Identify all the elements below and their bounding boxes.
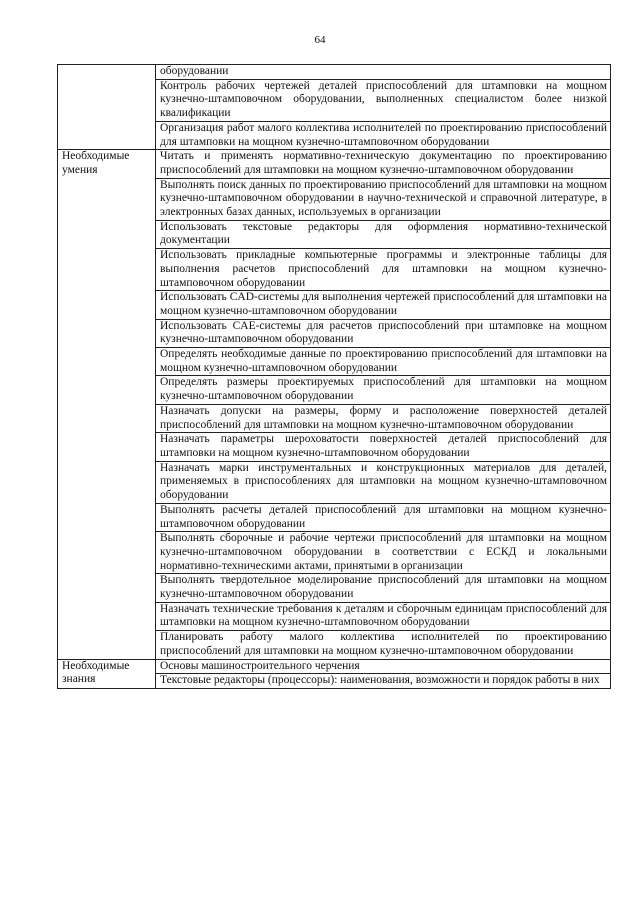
- table-cell: Читать и применять нормативно-техническую документацию по проектированию приспособлений для штамповки на мощном кузнечно-штамповочном оборудовании: [156, 150, 611, 178]
- section-label: [58, 65, 156, 150]
- table-cell: Выполнять расчеты деталей приспособлений для штамповки на мощном кузнечно-штамповочном оборудовании: [156, 503, 611, 531]
- table-cell: Использовать текстовые редакторы для оформления нормативно-технической документации: [156, 220, 611, 248]
- table-cell: Назначать технические требования к деталям и сборочным единицам приспособлений для штамповки на мощном кузнечно-штамповочном оборудовании: [156, 602, 611, 630]
- table-cell: Определять размеры проектируемых приспособлений для штамповки на мощном кузнечно-штамповочном оборудовании: [156, 376, 611, 404]
- table-cell: Назначать параметры шероховатости поверхностей деталей приспособлений для штамповки на мощном кузнечно-штамповочном оборудовании: [156, 433, 611, 461]
- competency-table: [57, 64, 611, 689]
- table-cell: Выполнять сборочные и рабочие чертежи приспособлений для штамповки на мощном кузнечно-штамповочном оборудовании в соответствии с ЕСКД и локальными нормативно-техническими актами, принятыми в организации: [156, 532, 611, 574]
- table-cell: Текстовые редакторы (процессоры): наименования, возможности и порядок работы в них: [156, 674, 611, 689]
- table-cell: Использовать прикладные компьютерные программы и электронные таблицы для выполнения расчетов приспособлений для штамповки на мощном кузнечно-штамповочном оборудовании: [156, 249, 611, 291]
- table-cell: Контроль рабочих чертежей деталей приспособлений для штамповки на мощном кузнечно-штамповочном оборудовании, выполненных специалистом более низкой квалификации: [156, 79, 611, 121]
- section-label: Необходимые знания: [58, 659, 156, 688]
- page-number: 64: [314, 34, 326, 46]
- table-cell: Использовать CAD-системы для выполнения чертежей приспособлений для штамповки на мощном кузнечно-штамповочном оборудовании: [156, 291, 611, 319]
- table-cell: Определять необходимые данные по проектированию приспособлений для штамповки на мощном кузнечно-штамповочном оборудовании: [156, 348, 611, 376]
- table-cell: Выполнять поиск данных по проектированию приспособлений для штамповки на мощном кузнечно-штамповочном оборудовании в научно-технической и справочной литературе, в электронных базах данных, используемых в организации: [156, 178, 611, 220]
- section-label: Необходимые умения: [58, 150, 156, 659]
- table-cell: Назначать допуски на размеры, форму и расположение поверхностей деталей приспособлений для штамповки на мощном кузнечно-штамповочном оборудовании: [156, 404, 611, 432]
- table-cell: Назначать марки инструментальных и конструкционных материалов для деталей, применяемых в приспособлениях для штамповки на мощном кузнечно-штамповочном оборудовании: [156, 461, 611, 503]
- table-row: [58, 659, 611, 674]
- table-cell: Использовать CAE-системы для расчетов приспособлений при штамповке на мощном кузнечно-штамповочном оборудовании: [156, 319, 611, 347]
- table-cell: Планировать работу малого коллектива исполнителей по проектированию приспособлений для штамповки на мощном кузнечно-штамповочном оборудовании: [156, 631, 611, 659]
- table-row: [58, 65, 611, 80]
- table-row: [58, 150, 611, 178]
- table-cell: Организация работ малого коллектива исполнителей по проектированию приспособлений для штамповки на мощном кузнечно-штамповочном оборудовании: [156, 121, 611, 149]
- table-cell: оборудовании: [156, 65, 611, 80]
- table-cell: Выполнять твердотельное моделирование приспособлений для штамповки на мощном кузнечно-штамповочном оборудовании: [156, 574, 611, 602]
- table-cell: Основы машиностроительного черчения: [156, 659, 611, 674]
